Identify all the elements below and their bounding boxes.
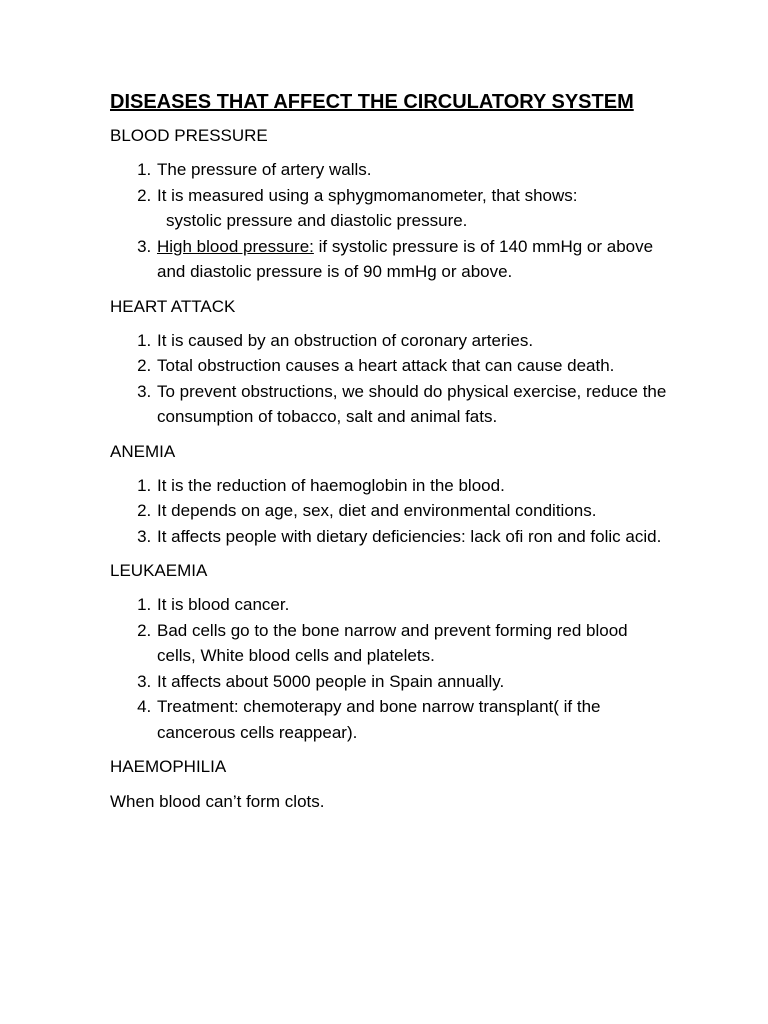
section-heart-attack	[110, 295, 668, 430]
list-item: 1. It is blood cancer.	[156, 592, 668, 618]
section-heading-heart-attack: HEART ATTACK	[110, 296, 236, 316]
heart-attack-list	[110, 328, 668, 430]
underlined-term: High blood pressure:	[157, 236, 314, 256]
document-title: DISEASES THAT AFFECT THE CIRCULATORY SYSTEM	[110, 91, 634, 113]
list-item-text: It is measured using a sphygmomanometer, that shows:	[157, 185, 578, 205]
list-item-text: The pressure of artery walls.	[157, 160, 372, 179]
list-item	[156, 234, 668, 285]
list-item: 3. It affects people with dietary deficiencies: lack ofi ron and folic acid.	[156, 524, 668, 550]
list-item-text: if systolic pressure is of 140 mmHg or above and diastolic pressure is of 90 mmHg or above.	[157, 236, 654, 281]
leukaemia-list	[110, 592, 668, 745]
haemophilia-text: When blood can’t form clots.	[110, 792, 325, 811]
list-item: 1. It is caused by an obstruction of coronary arteries.	[156, 328, 668, 354]
list-item: 2. It depends on age, sex, diet and environmental conditions.	[156, 498, 668, 524]
section-anemia	[110, 440, 668, 550]
list-item: 4. Treatment: chemoterapy and bone narrow transplant( if the cancerous cells reappear).	[156, 694, 668, 745]
anemia-list	[110, 473, 668, 550]
section-heading-leukaemia: LEUKAEMIA	[110, 561, 208, 580]
section-leukaemia	[110, 559, 668, 745]
list-item	[156, 157, 668, 183]
list-item: 2. Total obstruction causes a heart attack that can cause death.	[156, 353, 668, 379]
list-item: 3. To prevent obstructions, we should do physical exercise, reduce the consumption of tobacco, salt and animal fats.	[156, 379, 668, 430]
list-item: 3. It affects about 5000 people in Spain annually.	[156, 669, 668, 695]
list-item: 2. Bad cells go to the bone narrow and prevent forming red blood cells, White blood cells and platelets.	[156, 618, 668, 669]
section-heading-anemia: ANEMIA	[110, 441, 176, 461]
list-item-continuation: systolic pressure and diastolic pressure.	[166, 211, 468, 230]
list-item	[156, 183, 668, 234]
list-item: 1. It is the reduction of haemoglobin in the blood.	[156, 473, 668, 499]
section-heading-blood-pressure: BLOOD PRESSURE	[110, 126, 268, 145]
section-blood-pressure	[110, 124, 668, 285]
section-heading-haemophilia: HAEMOPHILIA	[110, 757, 227, 776]
section-haemophilia	[110, 755, 668, 814]
blood-pressure-list	[110, 157, 668, 285]
